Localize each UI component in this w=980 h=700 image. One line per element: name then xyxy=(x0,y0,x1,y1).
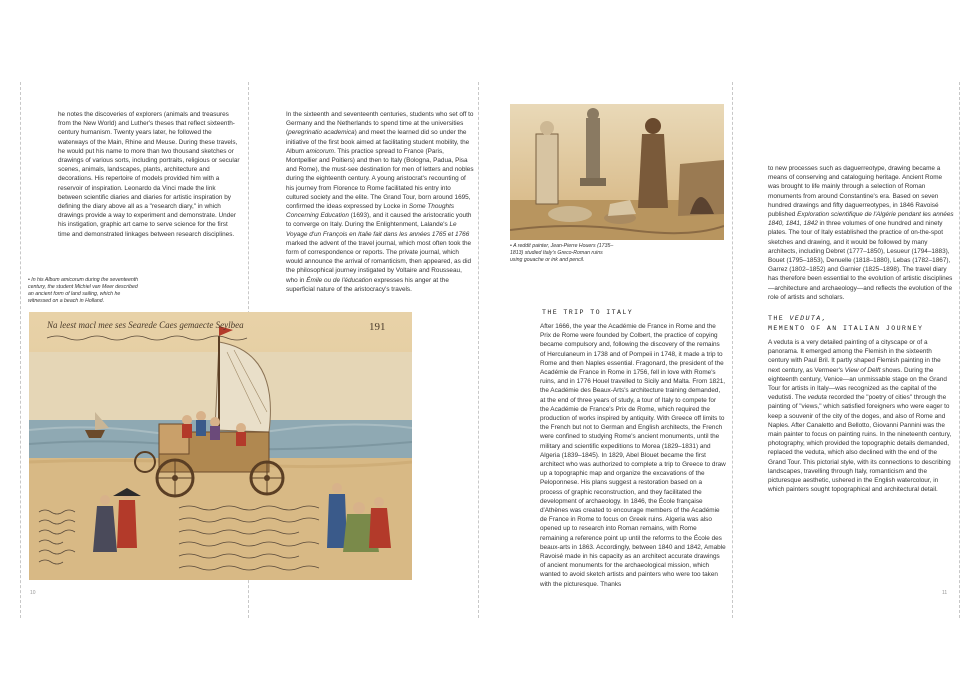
body-text-col4a: to new processes such as daguerreotype, drawing became a means of conserving and cataloguing heritage. Ancient Rome was brought to life mainly through a selection of Roman monuments from around Constantine's era. Based on seven hundred drawings and fifty daguerreotypes, in 1846 Ravoisé published Exploration scientifique de l'Algérie pendant les années 1840, 1841, 1842 in three volumes of one hundred and ninety plates. The tour of Italy established the practice of on-the-spot sketches and drawing, and it would be followed by many architects, including Debret (1777–1850), Lesueur (1794–1883), Bouet (1795–1853), Denuelle (1818–1880), Lebas (1782–1867), Garrez (1802–1852) and Garnier (1825–1898). The travel diary has therefore been essential to the evolution of artistic disciplines—architecture and archaeology—and reflects the evolution of the role of artists and scholars. xyxy=(768,165,954,301)
section-heading-trip-to-italy: THE TRIP TO ITALY xyxy=(542,309,634,316)
body-text-col4b: A veduta is a very detailed painting of a cityscape or of a panorama. It emerged among the Flemish in the sixteenth century with Paul Bril. It partly shaped Flemish painting in the next century, as Vermeer's View of Delft shows. During the eighteenth century, Venice—an unmissable stage on the Grand Tour for artists in Italy—was recognized as the capital of the vedutisti. The veduta recorded the "poetry of cities" through the painting of "views," which satisfied foreigners who were eager to keep a souvenir of the city of the doges, and also of Rome and Naples. After Canaletto and Bellotto, Giovanni Pannini was the main painter to focus on painting ruins. In the nineteenth century, photography, which provided the topographic details demanded, replaced the veduta, which also declined with the end of the Grand Tour. This pictorial style, with its connections to describing landscapes, travelling through Italy, romanticism and the picturesque aesthetic, ushered in the English watercolour, in which painters sought topographical and architectural detail. xyxy=(768,339,952,494)
column-guide xyxy=(732,82,733,618)
body-text-col1: he notes the discoveries of explorers (animals and treasures from the New World) and Luther's theses that reflect sixteenth-century humanism. Twenty years later, he followed the waterways of the Main, Rhine and Meuse. During these travels, he would put his name to more than two thousand sketches or drawings of various sorts, including portraits, religious or secular scenes, animals, landscapes, plants, architecture and decorations. His repertoire of models provided him with a reservoir of inspiration. Leonardo da Vinci made the link between scientific diaries and diaries for artistic inspiration by defining the diary above all as a "research diary," in which drawings provide a way to experiment and demonstrate. Under his instigation, graphic art came to serve science for the first time and demonstrated linkages between research disciplines. xyxy=(58,111,240,238)
column-guide xyxy=(959,82,960,618)
book-spread xyxy=(20,82,960,618)
roman-ruins-painting xyxy=(510,104,724,240)
land-sailing-painting xyxy=(29,312,412,580)
ruins-illustration xyxy=(510,104,724,240)
gutter-guide xyxy=(478,82,479,618)
body-text-col2: In the sixteenth and seventeenth centuries, students who set off to Germany and the Netherlands to spend time at the universities (peregrinatio academica) and meet the learned did so under the initiative of the first book aimed at facilitating student mobility, the Album amicorum. This practice spread to France (Paris, Montpellier and Poitiers) and then to Italy (Bologna, Padua, Pisa and Rome), the must-see destination for men of letters and nobles during the eighteenth century. A young aristocrat's recounting of his journey from Florence to Rome facilitated his entry into cultured society and the elite. The Grand Tour, born around 1695, confirmed the ideas expressed by Locke in Some Thoughts Concerning Education (1693), and it caused the aristocratic youth to converge on Italy. During the Enlightenment, Lalande's Le Voyage d'un François en Italie fait dans les années 1765 et 1766 marked the advent of the travel journal, which most often took the form of correspondence or reports. The private journal, which would announce the arrival of romanticism, then appeared, as did the philosophical journey instigated by Voltaire and Rousseau, who in Émile ou de l'éducation expresses his anger at the superficial nature of the aristocracy's travels. xyxy=(286,111,474,293)
page-number-left: 10 xyxy=(30,590,36,596)
land-sailing-illustration xyxy=(29,312,412,580)
page-number-right: 11 xyxy=(942,590,948,596)
figure-caption-ruins: • A reddit painter, Jean-Pierre Houers (1735–1813) studied Italy's Greco-Roman ruins using gouache or ink and pencil. xyxy=(510,243,614,263)
painting-page-number: 191 xyxy=(369,321,386,333)
figure-caption-land-sailing: • In his Album amicorum during the seventeenth century, the student Michiel van Meer described an ancient form of land sailing, which he witnessed on a beach in Holland. xyxy=(28,277,139,304)
section-heading-veduta: THE VEDUTA, MEMENTO OF AN ITALIAN JOURNEY xyxy=(768,315,924,332)
painting-inscription: Na leest macl mee ses Searede Caes gemaecte Seylbea xyxy=(47,320,244,330)
body-text-col3: After 1666, the year the Académie de France in Rome and the Prix de Rome were founded by Colbert, the practice of copying became compulsory and, following the discovery of the remains of Herculaneum in 1738 and of Pompeii in 1748, it made a trip to Rome and then Naples essential. Fragonard, the president of the Académie de France in Rome in 1756, fell in love with Rome's ruins, and in 1776 Houel travelled to Sicily and Malta. From 1821, the Académie des Beaux-Arts's architecture training demanded, at the end of three years of study, a tour of Italy to compete for the Académie de France's Prix de Rome, which required the production of works inspired by antiquity. With Greece off limits to the French but not to German and English architects, the French were confined to studying Rome's ancient monuments, until the military and scientific expeditions to Morea (1829–1831) and Algeria (1839–1845). In 1829, Abel Blouet became the first architect who was authorized to complete a trip to Greece to draw up a topographic map and organize the excavations of the Peloponnese. His plans suggest a restoration based on a process of graphic reconstruction, and they facilitated the development of archaeology. In 1846, the École française d'Athènes was created to encourage members of the Académie de France in Rome to focus on Greek ruins. Algeria was also opened up to research into Roman remains, with Rome remaining a reference point up until the reforms to the École des beaux-arts in 1863. Accordingly, between 1840 and 1842, Amable Ravoisé made in his capacity as an architect accurate drawings of ancient monuments for the archaeological mission, which wanted to avoid sketch artists and painters who were too taken with the picturesque. Thanks xyxy=(540,323,726,588)
column-guide xyxy=(20,82,21,618)
